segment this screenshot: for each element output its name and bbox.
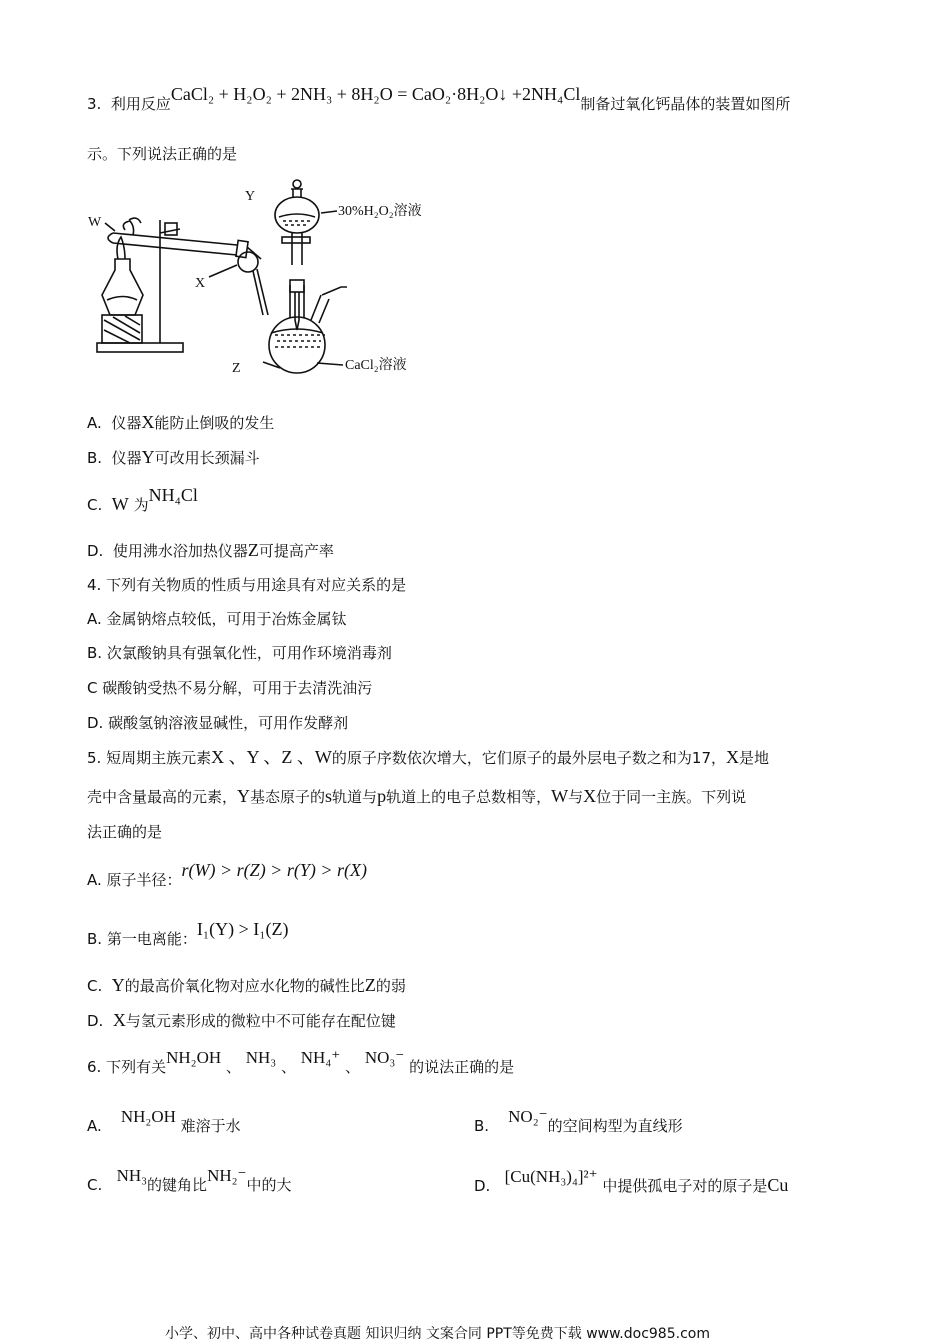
q3-equation: CaCl₂ + H₂O₂ + 2NH₃ + 8H₂O = CaO₂·8H₂O↓ +2NH₄Cl — [170, 84, 581, 104]
q5-stem-line3: 法正确的是 — [87, 823, 163, 841]
alcohol-lamp — [102, 259, 143, 315]
q6-option-c: C. NH₃的键角比NH₂⁻中的大 — [87, 1166, 292, 1194]
q3-suffix: 制备过氧化钙晶体的装置如图所 — [580, 95, 791, 113]
label-Y: Y — [245, 189, 256, 204]
q6-stem: 6. 下列有关NH₂OH 、 NH₃ 、 NH₄⁺ 、 NO₃⁻ 的说法正确的是 — [87, 1048, 515, 1076]
label-X: X — [195, 276, 206, 291]
q4-stem: 4. 下列有关物质的性质与用途具有对应关系的是 — [87, 576, 407, 594]
bulb-X — [238, 252, 258, 272]
q3-stem-line2: 示。下列说法正确的是 — [87, 145, 238, 163]
label-W: W — [88, 215, 102, 230]
label-cacl2: CaCl₂溶液 — [345, 358, 407, 373]
q5-stem-line1: 5. 短周期主族元素X 、Y 、Z 、W的原子序数依次增大，它们原子的最外层电子数之和为17，X是地 — [87, 747, 770, 767]
funnel-Y — [275, 197, 319, 233]
label-Z: Z — [232, 361, 241, 375]
q4-option-b: B. 次氯酸钠具有强氧化性，可用作环境消毒剂 — [87, 644, 392, 662]
label-h2o2: 30%H₂O₂溶液 — [338, 204, 422, 219]
q5-option-a: A. 原子半径：r(W) > r(Z) > r(Y) > r(X) — [87, 860, 367, 889]
q3-stem-line1 — [87, 84, 791, 115]
q4-option-c: C 碳酸钠受热不易分解，可用于去清洗油污 — [87, 679, 373, 697]
q5-option-b: B. 第一电离能：I₁(Y) > I₁(Z) — [87, 919, 289, 948]
apparatus-diagram — [85, 175, 425, 375]
q3-option-a: A. 仪器X能防止倒吸的发生 — [87, 412, 275, 432]
q5-stem-line2: 壳中含量最高的元素，Y基态原子的s轨道与p轨道上的电子总数相等，W与X位于同一主族。下列说 — [87, 786, 747, 806]
tube-bottom — [113, 243, 237, 255]
q6-option-b: B. NO₂⁻的空间构型为直线形 — [474, 1107, 683, 1135]
question-number: 3. — [87, 95, 102, 113]
page-footer: 小学、初中、高中各种试卷真题 知识归纳 文案合同 PPT等免费下载 www.doc985.com — [165, 1326, 710, 1342]
flask-Z — [269, 317, 325, 373]
q6-option-d: D. [Cu(NH₃)₄]²⁺ 中提供孤电子对的原子是Cu — [474, 1167, 789, 1195]
q5-option-d: D. X与氢元素形成的微粒中不可能存在配位键 — [87, 1010, 396, 1030]
stand-base — [97, 343, 183, 352]
q6-option-a: A. NH₂OH 难溶于水 — [87, 1107, 241, 1135]
q4-option-d: D. 碳酸氢钠溶液显碱性，可用作发酵剂 — [87, 714, 349, 732]
q5-option-c: C. Y的最高价氧化物对应水化物的碱性比Z的弱 — [87, 975, 406, 995]
q3-option-d: D. 使用沸水浴加热仪器Z可提高产率 — [87, 540, 334, 560]
q4-option-a: A. 金属钠熔点较低，可用于冶炼金属钛 — [87, 610, 347, 628]
q3-prefix: 利用反应 — [110, 95, 171, 113]
q3-option-c: C. W 为NH₄Cl — [87, 485, 198, 514]
q3-option-b: B. 仪器Y可改用长颈漏斗 — [87, 447, 260, 467]
